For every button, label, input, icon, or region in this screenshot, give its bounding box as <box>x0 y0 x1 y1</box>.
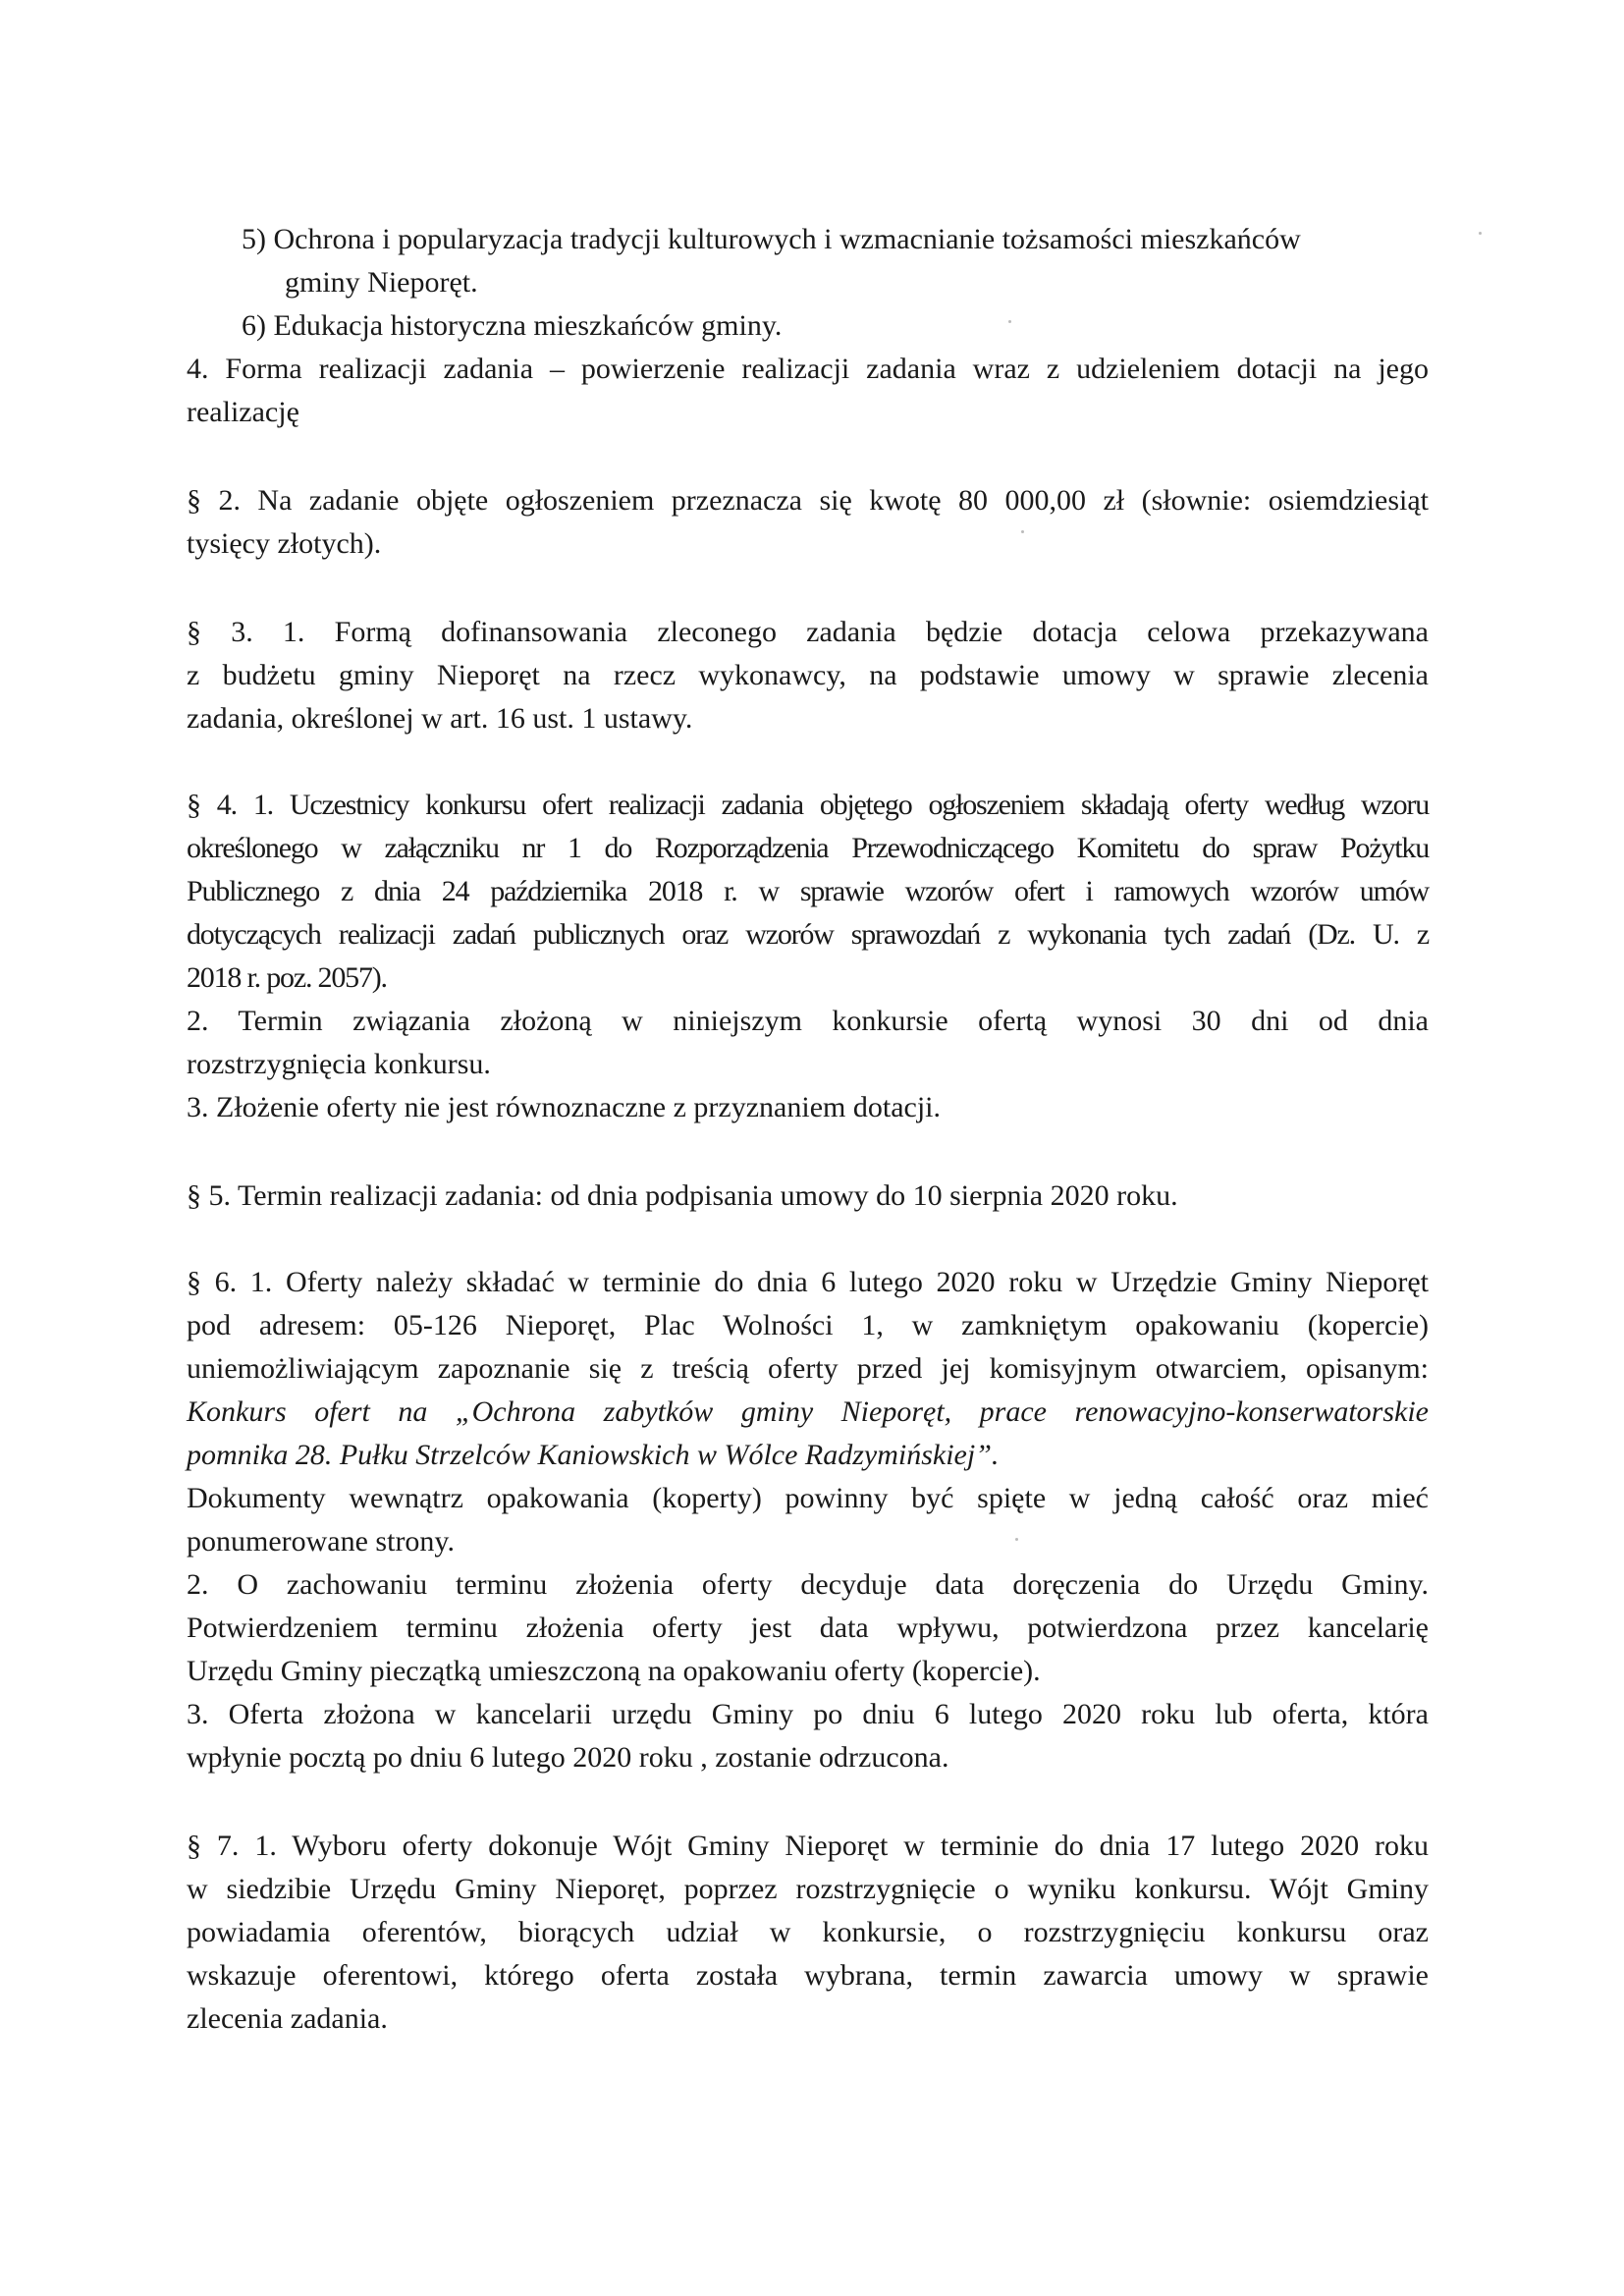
section-3-line2: z budżetu gminy Nieporęt na rzecz wykonawcy, na podstawie umowy w sprawie zlecenia <box>187 659 1429 691</box>
section-2-line1: § 2. Na zadanie objęte ogłoszeniem przeznacza się kwotę 80 000,00 zł (słownie: osiemdziesiąt <box>187 484 1429 517</box>
section-4-point-2-line2: rozstrzygnięcia konkursu. <box>187 1048 491 1080</box>
section-6-line4-italic: Konkurs ofert na „Ochrona zabytków gminy Nieporęt, prace renowacyjno-konserwatorskie <box>187 1395 1429 1428</box>
section-4-point-2-line1: 2. Termin związania złożoną w niniejszym konkursie ofertą wynosi 30 dni od dnia <box>187 1005 1429 1037</box>
section-3-line3: zadania, określonej w art. 16 ust. 1 ustawy. <box>187 702 693 735</box>
section-6-line3: uniemożliwiającym zapoznanie się z treścią oferty przed jej komisyjnym otwarciem, opisanym: <box>187 1352 1429 1385</box>
section-7-line1: § 7. 1. Wyboru oferty dokonuje Wójt Gminy Nieporęt w terminie do dnia 17 lutego 2020 roku <box>187 1830 1429 1862</box>
section-6-line5-italic: pomnika 28. Pułku Strzelców Kaniowskich w Wólce Radzymińskiej”. <box>187 1439 1000 1471</box>
section-4-point-3: 3. Złożenie oferty nie jest równoznaczne z przyznaniem dotacji. <box>187 1091 941 1123</box>
section-6-line7: ponumerowane strony. <box>187 1525 455 1558</box>
section-3-line1: § 3. 1. Formą dofinansowania zleconego zadania będzie dotacja celowa przekazywana <box>187 616 1429 648</box>
section-6-line6: Dokumenty wewnątrz opakowania (koperty) powinny być spięte w jedną całość oraz mieć <box>187 1482 1429 1514</box>
section-6-point-3-line2: wpłynie pocztą po dniu 6 lutego 2020 roku , zostanie odrzucona. <box>187 1741 949 1774</box>
point-4-line1: 4. Forma realizacji zadania – powierzenie realizacji zadania wraz z udzieleniem dotacji na jego <box>187 353 1429 385</box>
section-6-point-2-line1: 2. O zachowaniu terminu złożenia oferty decyduje data doręczenia do Urzędu Gminy. <box>187 1568 1429 1601</box>
section-7-line2: w siedzibie Urzędu Gminy Nieporęt, poprzez rozstrzygnięcie o wyniku konkursu. Wójt Gminy <box>187 1873 1429 1905</box>
list-item-6: 6) Edukacja historyczna mieszkańców gminy. <box>242 309 783 342</box>
section-7-line5: zlecenia zadania. <box>187 2002 388 2035</box>
section-4-line2: określonego w załączniku nr 1 do Rozporządzenia Przewodniczącego Komitetu do spraw Pożytku <box>187 832 1429 864</box>
list-item-5-line1: 5) Ochrona i popularyzacja tradycji kulturowych i wzmacnianie tożsamości mieszkańców <box>242 223 1301 255</box>
section-4-line1: § 4. 1. Uczestnicy konkursu ofert realizacji zadania objętego ogłoszeniem składają oferty według wzoru <box>187 789 1429 821</box>
section-6-point-2-line3: Urzędu Gminy pieczątką umieszczoną na opakowaniu oferty (kopercie). <box>187 1655 1041 1687</box>
section-4-line4: dotyczących realizacji zadań publicznych oraz wzorów sprawozdań z wykonania tych zadań (Dz. U. z <box>187 918 1429 951</box>
section-4-line5: 2018 r. poz. 2057). <box>187 961 387 994</box>
scan-speck <box>1021 530 1024 533</box>
section-4-line3: Publicznego z dnia 24 października 2018 r. w sprawie wzorów ofert i ramowych wzorów umów <box>187 875 1429 907</box>
section-6-line1: § 6. 1. Oferty należy składać w terminie do dnia 6 lutego 2020 roku w Urzędzie Gminy Nieporęt <box>187 1266 1429 1298</box>
section-7-line3: powiadamia oferentów, biorących udział w konkursie, o rozstrzygnięciu konkursu oraz <box>187 1916 1429 1948</box>
section-6-point-2-line2: Potwierdzeniem terminu złożenia oferty jest data wpływu, potwierdzona przez kancelarię <box>187 1612 1429 1644</box>
section-6-line2: pod adresem: 05-126 Nieporęt, Plac Wolności 1, w zamkniętym opakowaniu (kopercie) <box>187 1309 1429 1341</box>
section-5-line1: § 5. Termin realizacji zadania: od dnia podpisania umowy do 10 sierpnia 2020 roku. <box>187 1179 1178 1212</box>
point-4-line2: realizację <box>187 396 299 428</box>
section-7-line4: wskazuje oferentowi, którego oferta została wybrana, termin zawarcia umowy w sprawie <box>187 1959 1429 1992</box>
section-6-point-3-line1: 3. Oferta złożona w kancelarii urzędu Gminy po dniu 6 lutego 2020 roku lub oferta, która <box>187 1698 1429 1730</box>
scan-speck <box>1015 1538 1018 1541</box>
section-2-line2: tysięcy złotych). <box>187 527 382 560</box>
list-item-5-line2: gminy Nieporęt. <box>285 266 478 299</box>
scan-speck <box>1008 320 1011 323</box>
scan-speck <box>1479 232 1482 235</box>
